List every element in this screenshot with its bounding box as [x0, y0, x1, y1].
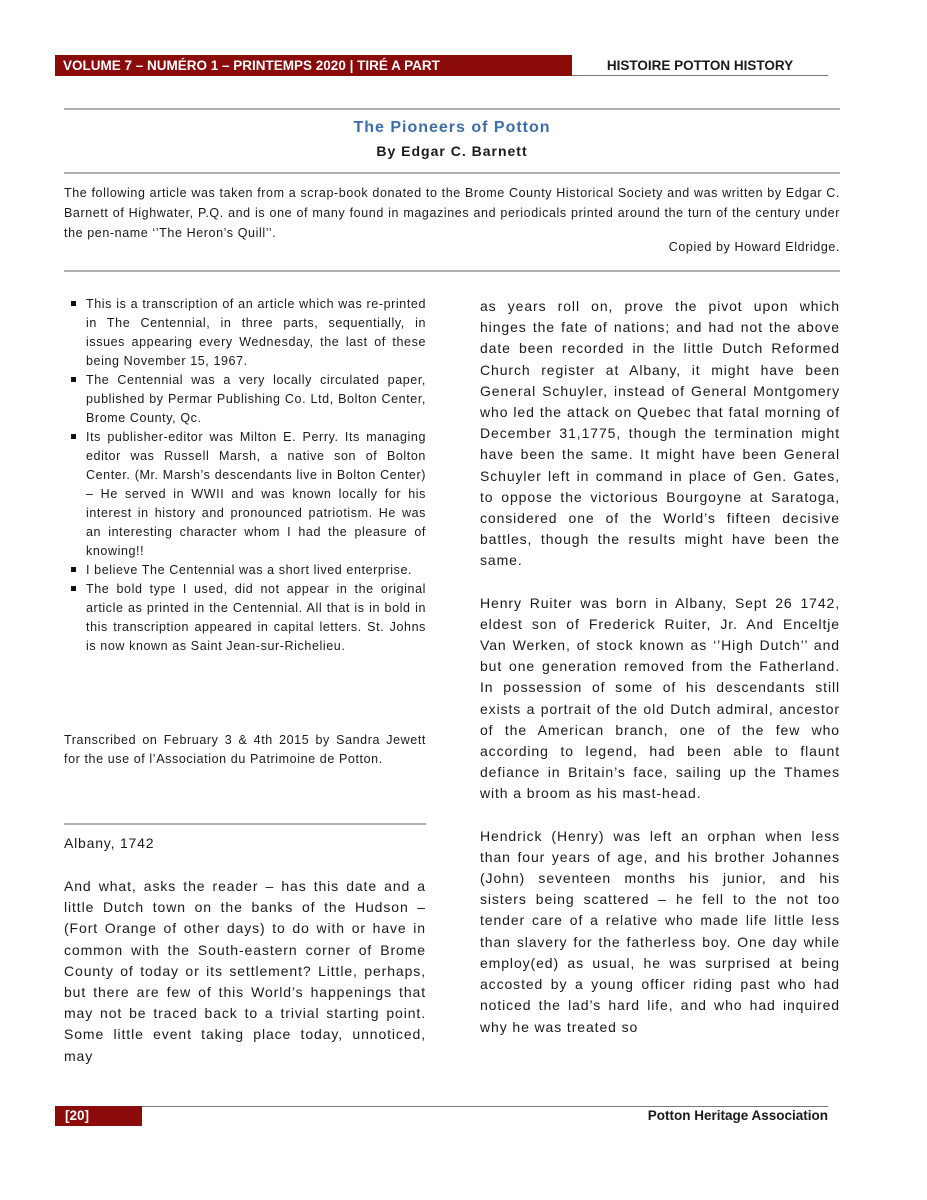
body-paragraph: Hendrick (Henry) was left an orphan when less than four years of age, and his brother Johannes (John) seventeen months his junior, and his sisters being scattered – he fell to the not too tender care of a relative who made life little less than slavery for the fatherless boy. One day while employ(ed) as usual, he was surprised at being accosted by a young officer riding past who had noticed the lad’s hard life, and who had inquired why he was treated so	[480, 827, 840, 1035]
transcription-notes-list	[64, 295, 426, 656]
list-item: This is a transcription of an article which was re-printed in The Centennial, in three parts, sequentially, in issues appearing every Wednesday, the last of these being November 15, 1967.	[64, 295, 426, 371]
list-item: The Centennial was a very locally circulated paper, published by Permar Publishing Co. Ltd, Bolton Center, Brome County, Qc.	[64, 371, 426, 428]
section-heading: Albany, 1742	[64, 835, 155, 851]
transcription-credit: Transcribed on February 3 & 4th 2015 by Sandra Jewett for the use of l’Association du Patrimoine de Potton.	[64, 733, 426, 766]
article-byline: By Edgar C. Barnett	[376, 143, 528, 159]
body-paragraph: Henry Ruiter was born in Albany, Sept 26 1742, eldest son of Frederick Ruiter, Jr. And Enceltje Van Werken, of stock known as ‘’High Dutch’’ and but one generation removed from the Fatherland. In possession of some of his descendants still exists a portrait of the old Dutch admiral, ancestor of the American branch, one of the few who according to legend, had been able to flaunt defiance in Britain’s face, sailing up the Thames with a broom as his mast-head.	[480, 594, 840, 802]
article-title: The Pioneers of Potton	[353, 119, 551, 136]
list-item: The bold type I used, did not appear in the original article as printed in the Centennial. All that is in bold in this transcription appeared in capital letters. St. Johns is now known as Saint Jean-sur-Richelieu.	[64, 580, 426, 656]
list-item: Its publisher-editor was Milton E. Perry. Its managing editor was Russell Marsh, a native son of Bolton Center. (Mr. Marsh’s descendants live in Bolton Center) – He served in WWII and was known locally for his interest in history and pronounced patriotism. He was an interesting character whom I had the pleasure of knowing!!	[64, 428, 426, 561]
article-intro: The following article was taken from a scrap-book donated to the Brome County Historical Society and was written by Edgar C. Barnett of Highwater, P.Q. and is one of many found in magazines and periodicals printed around the turn of the century under the pen-name ‘’The Heron’s Quill’’.	[64, 186, 840, 240]
body-paragraph-left: And what, asks the reader – has this date and a little Dutch town on the banks of the Hudson – (Fort Orange of other days) to do with or have in common with the South-eastern corner of Brome County of today or its settlement? Little, perhaps, but there are few of this World’s happenings that may not be traced back to a trivial starting point. Some little event taking place today, unnoticed, may	[64, 878, 426, 1064]
divider-left-column	[64, 823, 426, 825]
header-journal-title: HISTOIRE POTTON HISTORY	[572, 55, 828, 76]
footer-publisher: Potton Heritage Association	[647, 1108, 828, 1123]
divider-under-title	[64, 172, 840, 174]
copied-by-credit: Copied by Howard Eldridge.	[668, 240, 840, 254]
header-volume-band: VOLUME 7 – NUMÉRO 1 – PRINTEMPS 2020 | TIRÉ A PART	[55, 55, 572, 76]
divider-top	[64, 108, 840, 110]
list-item: I believe The Centennial was a short lived enterprise.	[64, 561, 426, 580]
right-column	[480, 296, 840, 1059]
page-number: [20]	[55, 1106, 142, 1126]
body-paragraph: as years roll on, prove the pivot upon which hinges the fate of nations; and had not the above date been recorded in the little Dutch Reformed Church register at Albany, it might have been General Schuyler, instead of General Montgomery who led the attack on Quebec that fatal morning of December 31,1775, though the termination might have been the same. It might have been General Schuyler left in command in place of Gen. Gates, to oppose the victorious Bourgoyne at Saratoga, considered one of the World’s fifteen decisive battles, though the results might have been the same.	[480, 298, 840, 569]
divider-under-intro	[64, 270, 840, 272]
